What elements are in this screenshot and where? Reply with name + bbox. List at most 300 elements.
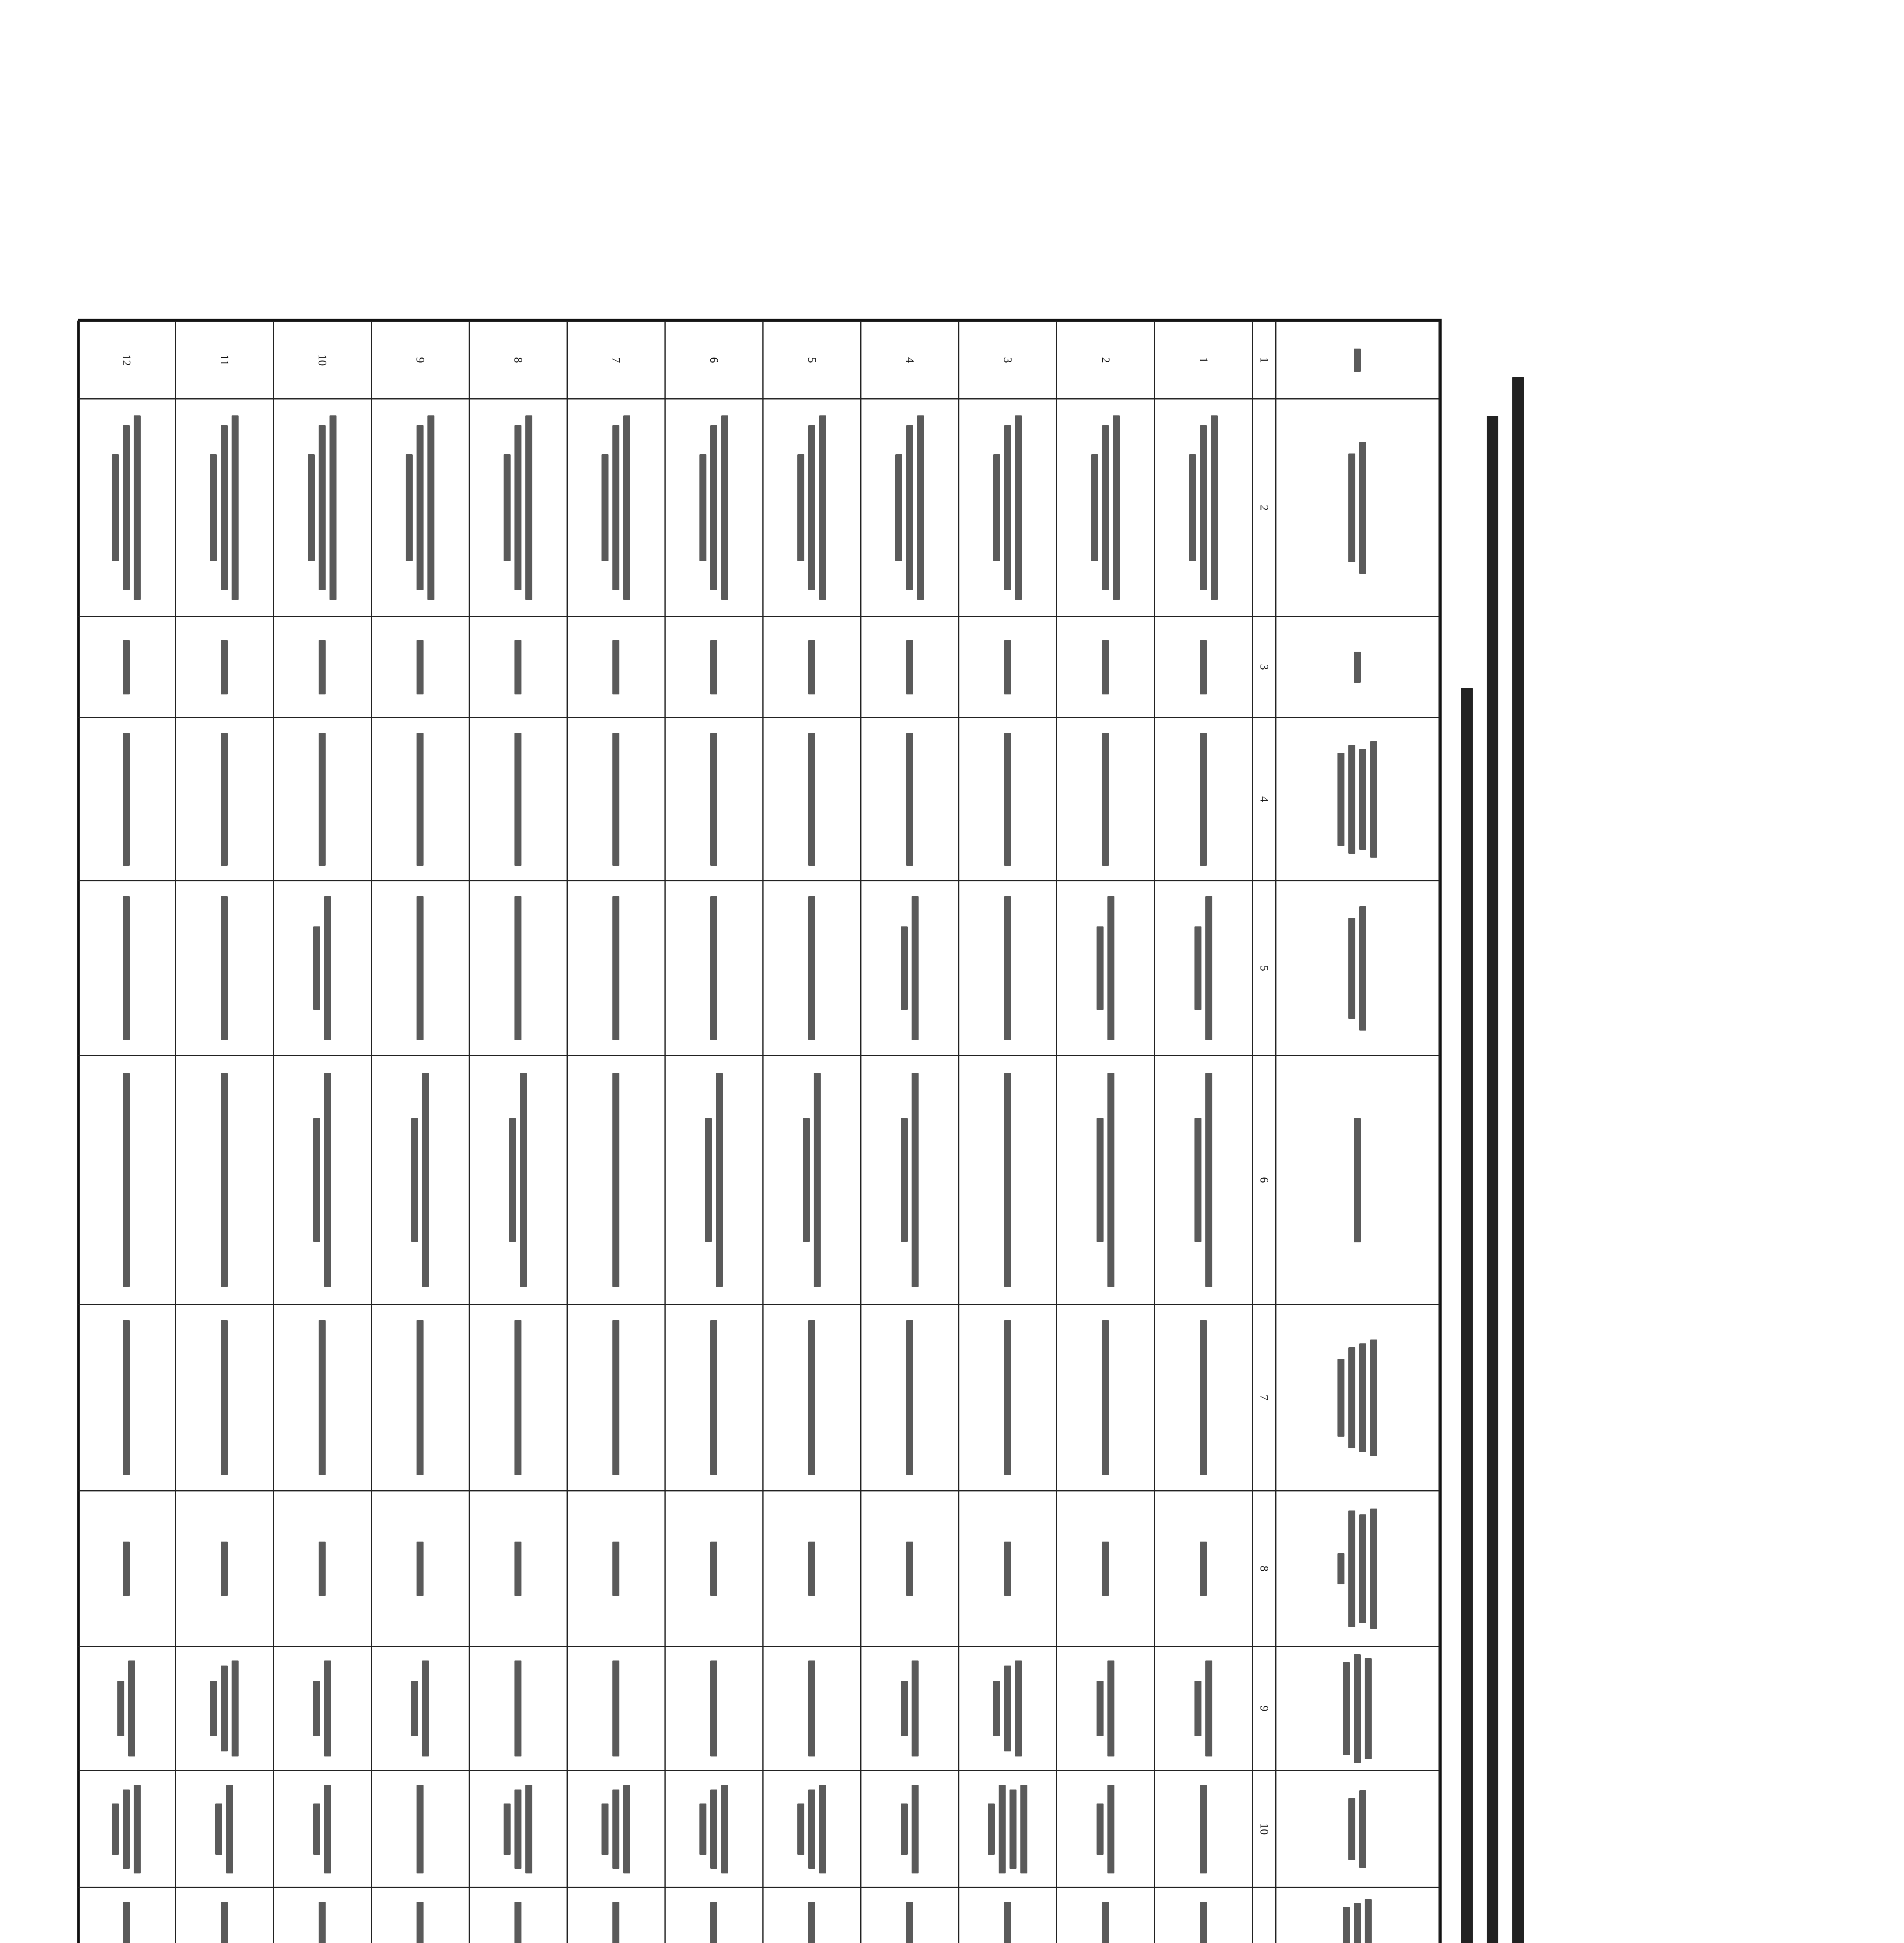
illegible-text-line xyxy=(1113,415,1120,600)
illegible-text-line xyxy=(814,1073,821,1287)
illegible-text-line xyxy=(907,1320,914,1475)
table-cell: 6 xyxy=(665,321,763,399)
column-number: 3 xyxy=(1253,617,1276,718)
illegible-text-line xyxy=(1102,425,1109,590)
illegible-text-line xyxy=(123,425,130,590)
illegible-text-line xyxy=(112,1803,119,1855)
table-cell xyxy=(176,617,274,718)
table-row xyxy=(763,321,861,1943)
illegible-text-line xyxy=(1349,1510,1356,1627)
illegible-text-line xyxy=(232,1660,239,1756)
illegible-text-line xyxy=(1097,1681,1104,1736)
illegible-text-line xyxy=(809,1542,816,1596)
table-cell xyxy=(861,1771,959,1887)
illegible-text-line xyxy=(1195,926,1202,1010)
illegible-text-line xyxy=(123,1790,130,1869)
illegible-text-line xyxy=(819,415,826,600)
illegible-text-line xyxy=(406,454,413,561)
illegible-text-line xyxy=(907,1542,914,1596)
illegible-text-line xyxy=(711,425,718,590)
table-cell xyxy=(176,1887,274,1943)
table-cell: 9 xyxy=(371,321,469,399)
table-cell xyxy=(665,1771,763,1887)
column-number: 2 xyxy=(1253,399,1276,617)
table-cell xyxy=(469,718,567,881)
equipment-table xyxy=(78,319,1442,1943)
illegible-text-line xyxy=(809,1660,816,1756)
table-cell xyxy=(78,617,176,718)
table-cell xyxy=(959,399,1057,617)
illegible-text-line xyxy=(912,1660,919,1756)
table-cell xyxy=(1155,718,1253,881)
table-cell xyxy=(959,718,1057,881)
column-header-4 xyxy=(1276,718,1439,881)
illegible-text-line xyxy=(1108,1785,1115,1873)
illegible-text-line xyxy=(1349,1347,1356,1448)
illegible-text-line xyxy=(1512,377,1524,1943)
table-cell xyxy=(78,1646,176,1771)
table-cell xyxy=(1155,1305,1253,1491)
table-cell xyxy=(371,881,469,1056)
illegible-text-line xyxy=(1200,1785,1207,1873)
table-cell xyxy=(665,1491,763,1646)
illegible-text-line xyxy=(809,1790,816,1869)
illegible-text-line xyxy=(613,1320,620,1475)
table-cell xyxy=(274,1646,371,1771)
illegible-text-line xyxy=(515,640,522,694)
table-cell xyxy=(1057,617,1155,718)
illegible-text-line xyxy=(1097,1803,1104,1855)
illegible-text-line xyxy=(809,1902,816,1943)
illegible-text-line xyxy=(221,1073,228,1287)
illegible-text-line xyxy=(515,1660,522,1756)
table-cell xyxy=(371,1491,469,1646)
illegible-text-line xyxy=(901,1803,908,1855)
illegible-text-line xyxy=(330,415,337,600)
illegible-text-line xyxy=(1354,1903,1361,1943)
illegible-text-line xyxy=(216,1803,223,1855)
table-cell xyxy=(763,718,861,881)
table-cell xyxy=(274,1771,371,1887)
illegible-text-line xyxy=(999,1785,1006,1873)
illegible-text-line xyxy=(210,1681,217,1736)
table-cell xyxy=(763,399,861,617)
document-title xyxy=(1454,319,1531,1943)
table-cell: 12 xyxy=(78,321,176,399)
table-cell xyxy=(1057,881,1155,1056)
table-cell xyxy=(959,1887,1057,1943)
illegible-text-line xyxy=(314,1803,321,1855)
illegible-text-line xyxy=(123,896,130,1040)
illegible-text-line xyxy=(417,1320,424,1475)
illegible-text-line xyxy=(613,1073,620,1287)
table-cell xyxy=(1057,1646,1155,1771)
table-cell xyxy=(1155,1771,1253,1887)
illegible-text-line xyxy=(422,1660,429,1756)
illegible-text-line xyxy=(722,1785,729,1873)
illegible-text-line xyxy=(319,425,326,590)
illegible-text-line xyxy=(1206,1073,1213,1287)
table-cell xyxy=(861,1646,959,1771)
table-cell xyxy=(176,881,274,1056)
illegible-text-line xyxy=(417,1902,424,1943)
illegible-text-line xyxy=(422,1073,429,1287)
table-row xyxy=(78,321,176,1943)
table-cell xyxy=(371,1305,469,1491)
illegible-text-line xyxy=(1365,1658,1372,1759)
illegible-text-line xyxy=(221,640,228,694)
table-cell xyxy=(959,1491,1057,1646)
table-cell xyxy=(959,1305,1057,1491)
illegible-text-line xyxy=(994,1681,1001,1736)
table-cell: 8 xyxy=(469,321,567,399)
table-cell xyxy=(469,1771,567,1887)
illegible-text-line xyxy=(711,1790,718,1869)
column-header-5 xyxy=(1276,881,1439,1056)
table-cell xyxy=(567,1305,665,1491)
illegible-text-line xyxy=(515,1790,522,1869)
table-header-row xyxy=(1276,321,1439,1943)
illegible-text-line xyxy=(1487,416,1498,1943)
table-cell xyxy=(274,1305,371,1491)
illegible-text-line xyxy=(314,926,321,1010)
illegible-text-line xyxy=(210,454,217,561)
column-number: 1 xyxy=(1253,321,1276,399)
table-cell xyxy=(274,617,371,718)
table-cell xyxy=(78,1771,176,1887)
table-cell xyxy=(567,881,665,1056)
illegible-text-line xyxy=(314,1118,321,1242)
table-cell xyxy=(1057,1305,1155,1491)
illegible-text-line xyxy=(613,1902,620,1943)
illegible-text-line xyxy=(411,1118,418,1242)
illegible-text-line xyxy=(221,1666,228,1751)
illegible-text-line xyxy=(1015,415,1022,600)
illegible-text-line xyxy=(319,640,326,694)
table-row xyxy=(469,321,567,1943)
column-header-3 xyxy=(1276,617,1439,718)
table-cell xyxy=(176,399,274,617)
table-cell xyxy=(469,1491,567,1646)
illegible-text-line xyxy=(515,1902,522,1943)
illegible-text-line xyxy=(711,1902,718,1943)
illegible-text-line xyxy=(1004,640,1011,694)
illegible-text-line xyxy=(917,415,924,600)
table-cell xyxy=(567,617,665,718)
illegible-text-line xyxy=(994,454,1001,561)
illegible-text-line xyxy=(1206,896,1213,1040)
illegible-text-line xyxy=(123,1542,130,1596)
illegible-text-line xyxy=(907,733,914,866)
illegible-text-line xyxy=(411,1681,418,1736)
table-cell xyxy=(274,1887,371,1943)
illegible-text-line xyxy=(602,454,609,561)
table-cell xyxy=(78,718,176,881)
table-cell xyxy=(861,1056,959,1305)
table-cell xyxy=(469,1646,567,1771)
illegible-text-line xyxy=(1004,1073,1011,1287)
illegible-text-line xyxy=(417,640,424,694)
illegible-text-line xyxy=(1360,442,1367,574)
column-number: 7 xyxy=(1253,1305,1276,1491)
table-cell xyxy=(861,1887,959,1943)
table-cell xyxy=(1155,1887,1253,1943)
illegible-text-line xyxy=(711,1320,718,1475)
illegible-text-line xyxy=(1097,1118,1104,1242)
illegible-text-line xyxy=(123,1902,130,1943)
table-cell xyxy=(567,1646,665,1771)
illegible-text-line xyxy=(907,1902,914,1943)
illegible-text-line xyxy=(324,896,331,1040)
table-row xyxy=(176,321,274,1943)
table-cell xyxy=(469,617,567,718)
illegible-text-line xyxy=(232,415,239,600)
table-cell: 2 xyxy=(1057,321,1155,399)
table-cell xyxy=(274,1056,371,1305)
illegible-text-line xyxy=(1349,1798,1356,1860)
illegible-text-line xyxy=(526,415,533,600)
table-cell xyxy=(861,1305,959,1491)
illegible-text-line xyxy=(809,425,816,590)
table-cell xyxy=(665,399,763,617)
illegible-text-line xyxy=(1360,1514,1367,1623)
column-header-1 xyxy=(1276,321,1439,399)
illegible-text-line xyxy=(624,415,631,600)
illegible-text-line xyxy=(1370,1340,1377,1456)
illegible-text-line xyxy=(1097,926,1104,1010)
illegible-text-line xyxy=(613,425,620,590)
column-number-row xyxy=(1253,321,1276,1943)
illegible-text-line xyxy=(509,1118,516,1242)
table-row xyxy=(959,321,1057,1943)
table-cell xyxy=(176,1646,274,1771)
table-cell xyxy=(469,1305,567,1491)
illegible-text-line xyxy=(1349,918,1356,1019)
illegible-text-line xyxy=(1338,1553,1345,1584)
illegible-text-line xyxy=(716,1073,723,1287)
illegible-text-line xyxy=(700,1803,707,1855)
table-cell xyxy=(371,617,469,718)
illegible-text-line xyxy=(526,1785,533,1873)
illegible-text-line xyxy=(1102,640,1109,694)
illegible-text-line xyxy=(896,454,903,561)
illegible-text-line xyxy=(1349,745,1356,854)
illegible-text-line xyxy=(1370,741,1377,858)
column-header-10 xyxy=(1276,1771,1439,1887)
table-cell xyxy=(176,1056,274,1305)
illegible-text-line xyxy=(1108,896,1115,1040)
illegible-text-line xyxy=(722,415,729,600)
illegible-text-line xyxy=(711,1542,718,1596)
illegible-text-line xyxy=(314,1681,321,1736)
illegible-text-line xyxy=(123,640,130,694)
table-cell xyxy=(959,617,1057,718)
table-cell xyxy=(274,881,371,1056)
table-cell xyxy=(176,1771,274,1887)
illegible-text-line xyxy=(515,425,522,590)
table-cell xyxy=(567,718,665,881)
illegible-text-line xyxy=(1015,1660,1022,1756)
illegible-text-line xyxy=(1200,1542,1207,1596)
table-cell xyxy=(567,399,665,617)
table-row xyxy=(274,321,371,1943)
table-cell xyxy=(78,1887,176,1943)
illegible-text-line xyxy=(417,733,424,866)
illegible-text-line xyxy=(1200,1902,1207,1943)
illegible-text-line xyxy=(221,733,228,866)
table-row xyxy=(861,321,959,1943)
illegible-text-line xyxy=(319,1902,326,1943)
illegible-text-line xyxy=(613,1542,620,1596)
table-cell xyxy=(371,1771,469,1887)
illegible-text-line xyxy=(1200,733,1207,866)
illegible-text-line xyxy=(1338,1359,1345,1437)
illegible-text-line xyxy=(1004,896,1011,1040)
illegible-text-line xyxy=(123,1320,130,1475)
table-row xyxy=(1155,321,1253,1943)
table-cell xyxy=(371,1646,469,1771)
illegible-text-line xyxy=(515,896,522,1040)
table-cell xyxy=(1057,1491,1155,1646)
illegible-text-line xyxy=(1360,906,1367,1031)
table-cell xyxy=(763,1887,861,1943)
table-cell xyxy=(469,399,567,617)
table-cell xyxy=(1155,881,1253,1056)
table-cell xyxy=(567,1491,665,1646)
illegible-text-line xyxy=(1200,640,1207,694)
column-header-6 xyxy=(1276,1056,1439,1305)
illegible-text-line xyxy=(1349,453,1356,562)
table-cell xyxy=(469,1056,567,1305)
illegible-text-line xyxy=(1108,1660,1115,1756)
table-cell xyxy=(78,1305,176,1491)
table-cell xyxy=(763,617,861,718)
illegible-text-line xyxy=(803,1118,810,1242)
table-row xyxy=(567,321,665,1943)
table-cell xyxy=(1155,1646,1253,1771)
table-cell xyxy=(763,881,861,1056)
table-cell: 7 xyxy=(567,321,665,399)
column-header-9 xyxy=(1276,1646,1439,1771)
table-cell xyxy=(959,1646,1057,1771)
illegible-text-line xyxy=(613,896,620,1040)
table-cell xyxy=(78,1491,176,1646)
table-cell xyxy=(665,1056,763,1305)
illegible-text-line xyxy=(809,1320,816,1475)
table-cell xyxy=(78,881,176,1056)
illegible-text-line xyxy=(1354,652,1361,683)
illegible-text-line xyxy=(1195,1118,1202,1242)
table-cell xyxy=(665,718,763,881)
illegible-text-line xyxy=(1102,1320,1109,1475)
table-cell xyxy=(1057,718,1155,881)
table-cell xyxy=(959,881,1057,1056)
illegible-text-line xyxy=(613,640,620,694)
illegible-text-line xyxy=(221,1902,228,1943)
illegible-text-line xyxy=(1360,1790,1367,1868)
table-cell xyxy=(763,1771,861,1887)
table-cell xyxy=(567,1887,665,1943)
illegible-text-line xyxy=(1189,454,1196,561)
illegible-text-line xyxy=(711,1660,718,1756)
illegible-text-line xyxy=(417,425,424,590)
illegible-text-line xyxy=(1354,1654,1361,1763)
illegible-text-line xyxy=(324,1785,331,1873)
table-cell xyxy=(78,399,176,617)
table-cell xyxy=(1057,1771,1155,1887)
table-cell xyxy=(959,1771,1057,1887)
illegible-text-line xyxy=(907,425,914,590)
table-cell xyxy=(665,881,763,1056)
illegible-text-line xyxy=(1354,1118,1361,1242)
table-cell xyxy=(959,1056,1057,1305)
illegible-text-line xyxy=(1360,1343,1367,1452)
column-number: 5 xyxy=(1253,881,1276,1056)
illegible-text-line xyxy=(1091,454,1098,561)
illegible-text-line xyxy=(221,1320,228,1475)
illegible-text-line xyxy=(901,1118,908,1242)
table-cell: 5 xyxy=(763,321,861,399)
illegible-text-line xyxy=(912,896,919,1040)
table-cell xyxy=(763,1056,861,1305)
column-number xyxy=(1253,1887,1276,1943)
illegible-text-line xyxy=(118,1681,125,1736)
illegible-text-line xyxy=(1004,1542,1011,1596)
table-row xyxy=(371,321,469,1943)
illegible-text-line xyxy=(227,1785,234,1873)
illegible-text-line xyxy=(504,454,511,561)
table-cell: 4 xyxy=(861,321,959,399)
table-cell xyxy=(371,718,469,881)
column-header-11 xyxy=(1276,1887,1439,1943)
illegible-text-line xyxy=(515,1320,522,1475)
table-cell xyxy=(1155,1056,1253,1305)
illegible-text-line xyxy=(1206,1660,1213,1756)
table-cell xyxy=(763,1491,861,1646)
illegible-text-line xyxy=(798,454,805,561)
column-number: 4 xyxy=(1253,718,1276,881)
illegible-text-line xyxy=(1102,1902,1109,1943)
table-cell xyxy=(665,1305,763,1491)
illegible-text-line xyxy=(1195,1681,1202,1736)
table-cell xyxy=(567,1771,665,1887)
column-header-2 xyxy=(1276,399,1439,617)
illegible-text-line xyxy=(1200,425,1207,590)
table-cell xyxy=(1057,1056,1155,1305)
illegible-text-line xyxy=(417,1785,424,1873)
illegible-text-line xyxy=(515,733,522,866)
table-cell xyxy=(274,718,371,881)
table-cell xyxy=(176,718,274,881)
illegible-text-line xyxy=(988,1803,995,1855)
illegible-text-line xyxy=(613,733,620,866)
table-cell xyxy=(763,1646,861,1771)
illegible-text-line xyxy=(901,926,908,1010)
table-cell xyxy=(371,1887,469,1943)
illegible-text-line xyxy=(613,1660,620,1756)
table-cell xyxy=(469,881,567,1056)
table-cell xyxy=(1155,399,1253,617)
table-cell xyxy=(665,1887,763,1943)
illegible-text-line xyxy=(700,454,707,561)
illegible-text-line xyxy=(1102,733,1109,866)
illegible-text-line xyxy=(1211,415,1218,600)
table-cell xyxy=(176,1305,274,1491)
illegible-text-line xyxy=(1004,1666,1011,1751)
illegible-text-line xyxy=(1200,1320,1207,1475)
illegible-text-line xyxy=(515,1542,522,1596)
table-cell xyxy=(861,399,959,617)
